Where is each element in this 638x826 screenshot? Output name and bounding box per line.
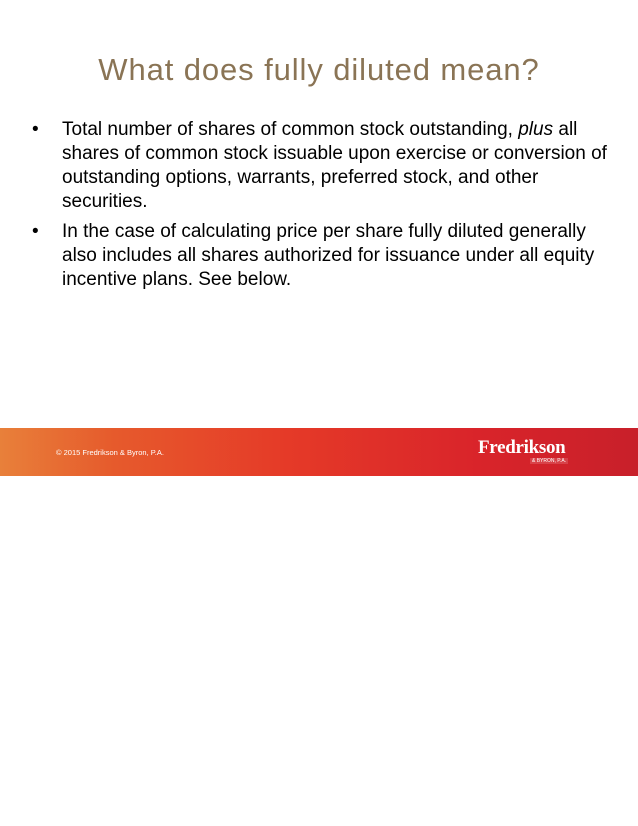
copyright-notice: © 2015 Fredrikson & Byron, P.A. bbox=[56, 448, 164, 457]
bullet-item bbox=[32, 118, 612, 214]
bullet-item bbox=[32, 220, 612, 292]
bullet-text: In the case of calculating price per share fully diluted generally also includes all shares authorized for issuance under all equity incentive plans. See below. bbox=[62, 221, 595, 290]
fredrikson-logo bbox=[478, 437, 574, 467]
bullet-text-suffix: all shares of common stock issuable upon exercise or conversion of outstanding options, warrants, preferred stock, and other securities. bbox=[62, 119, 607, 212]
slide-title: What does fully diluted mean? bbox=[98, 52, 540, 87]
bullet-list bbox=[32, 118, 612, 298]
footer-bar bbox=[0, 428, 638, 476]
bullet-marker: • bbox=[32, 119, 39, 140]
bullet-marker: • bbox=[32, 221, 39, 242]
bullet-text-emphasis: plus bbox=[518, 119, 554, 140]
logo-wordmark: Fredrikson bbox=[478, 437, 566, 458]
logo-subtext: & BYRON, P.A. bbox=[532, 458, 567, 464]
bullet-text-prefix: Total number of shares of common stock outstanding, bbox=[62, 119, 519, 140]
